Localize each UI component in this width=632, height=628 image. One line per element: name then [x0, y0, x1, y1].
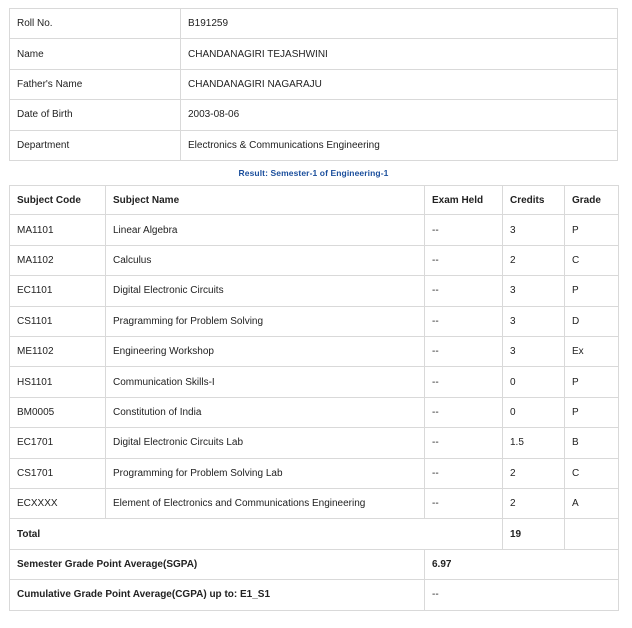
grade: P — [565, 276, 619, 306]
info-row-department — [10, 130, 618, 160]
subject-name: Programming for Problem Solving Lab — [106, 458, 425, 488]
credits: 0 — [503, 397, 565, 427]
cgpa-label: Cumulative Grade Point Average(CGPA) up to: E1_S1 — [10, 580, 425, 610]
info-label: Roll No. — [10, 9, 181, 39]
credits: 1.5 — [503, 428, 565, 458]
result-table — [9, 185, 619, 611]
grade: C — [565, 245, 619, 275]
info-value: CHANDANAGIRI NAGARAJU — [181, 69, 618, 99]
result-title: Result: Semester-1 of Engineering-1 — [238, 167, 389, 178]
grade: P — [565, 397, 619, 427]
subject-code: HS1101 — [10, 367, 106, 397]
subject-code: CS1701 — [10, 458, 106, 488]
exam-held: -- — [425, 428, 503, 458]
exam-held: -- — [425, 276, 503, 306]
exam-held: -- — [425, 215, 503, 245]
table-row — [10, 488, 619, 518]
table-row — [10, 215, 619, 245]
table-row — [10, 337, 619, 367]
total-row — [10, 519, 619, 549]
grade: A — [565, 488, 619, 518]
table-row — [10, 458, 619, 488]
total-grade-empty — [565, 519, 619, 549]
credits: 3 — [503, 306, 565, 336]
header-subject-name: Subject Name — [106, 185, 425, 215]
header-credits: Credits — [503, 185, 565, 215]
grade: P — [565, 367, 619, 397]
info-value: 2003-08-06 — [181, 100, 618, 130]
result-sheet — [9, 8, 618, 611]
grade: Ex — [565, 337, 619, 367]
subject-name: Pragramming for Problem Solving — [106, 306, 425, 336]
grade: C — [565, 458, 619, 488]
header-subject-code: Subject Code — [10, 185, 106, 215]
exam-held: -- — [425, 458, 503, 488]
table-row — [10, 276, 619, 306]
exam-held: -- — [425, 488, 503, 518]
info-label: Name — [10, 39, 181, 69]
grade: P — [565, 215, 619, 245]
credits: 0 — [503, 367, 565, 397]
info-label: Father's Name — [10, 69, 181, 99]
subject-name: Element of Electronics and Communications Engineering — [106, 488, 425, 518]
exam-held: -- — [425, 397, 503, 427]
info-row-date-of-birth — [10, 100, 618, 130]
credits: 2 — [503, 488, 565, 518]
sgpa-row — [10, 549, 619, 579]
subject-code: CS1101 — [10, 306, 106, 336]
exam-held: -- — [425, 337, 503, 367]
subject-name: Constitution of India — [106, 397, 425, 427]
subject-code: MA1101 — [10, 215, 106, 245]
subject-code: BM0005 — [10, 397, 106, 427]
cgpa-value: -- — [425, 580, 619, 610]
info-label: Department — [10, 130, 181, 160]
info-value: CHANDANAGIRI TEJASHWINI — [181, 39, 618, 69]
subject-code: ECXXXX — [10, 488, 106, 518]
exam-held: -- — [425, 306, 503, 336]
result-header-row — [10, 185, 619, 215]
info-label: Date of Birth — [10, 100, 181, 130]
subject-name: Communication Skills-I — [106, 367, 425, 397]
subject-code: MA1102 — [10, 245, 106, 275]
info-row-name — [10, 39, 618, 69]
table-row — [10, 397, 619, 427]
total-credits: 19 — [503, 519, 565, 549]
credits: 3 — [503, 337, 565, 367]
subject-code: ME1102 — [10, 337, 106, 367]
subject-code: EC1101 — [10, 276, 106, 306]
table-row — [10, 367, 619, 397]
exam-held: -- — [425, 245, 503, 275]
credits: 2 — [503, 245, 565, 275]
subject-name: Digital Electronic Circuits Lab — [106, 428, 425, 458]
header-exam-held: Exam Held — [425, 185, 503, 215]
subject-code: EC1701 — [10, 428, 106, 458]
header-grade: Grade — [565, 185, 619, 215]
info-value: B191259 — [181, 9, 618, 39]
credits: 2 — [503, 458, 565, 488]
info-row-fathers-name — [10, 69, 618, 99]
subject-name: Engineering Workshop — [106, 337, 425, 367]
sgpa-value: 6.97 — [425, 549, 619, 579]
student-info-table — [9, 8, 618, 161]
info-value: Electronics & Communications Engineering — [181, 130, 618, 160]
sgpa-label: Semester Grade Point Average(SGPA) — [10, 549, 425, 579]
table-row — [10, 428, 619, 458]
grade: B — [565, 428, 619, 458]
subject-name: Linear Algebra — [106, 215, 425, 245]
total-label: Total — [10, 519, 503, 549]
subject-name: Digital Electronic Circuits — [106, 276, 425, 306]
table-row — [10, 245, 619, 275]
table-row — [10, 306, 619, 336]
credits: 3 — [503, 215, 565, 245]
grade: D — [565, 306, 619, 336]
exam-held: -- — [425, 367, 503, 397]
subject-name: Calculus — [106, 245, 425, 275]
info-row-roll-no — [10, 9, 618, 39]
cgpa-row — [10, 580, 619, 610]
credits: 3 — [503, 276, 565, 306]
